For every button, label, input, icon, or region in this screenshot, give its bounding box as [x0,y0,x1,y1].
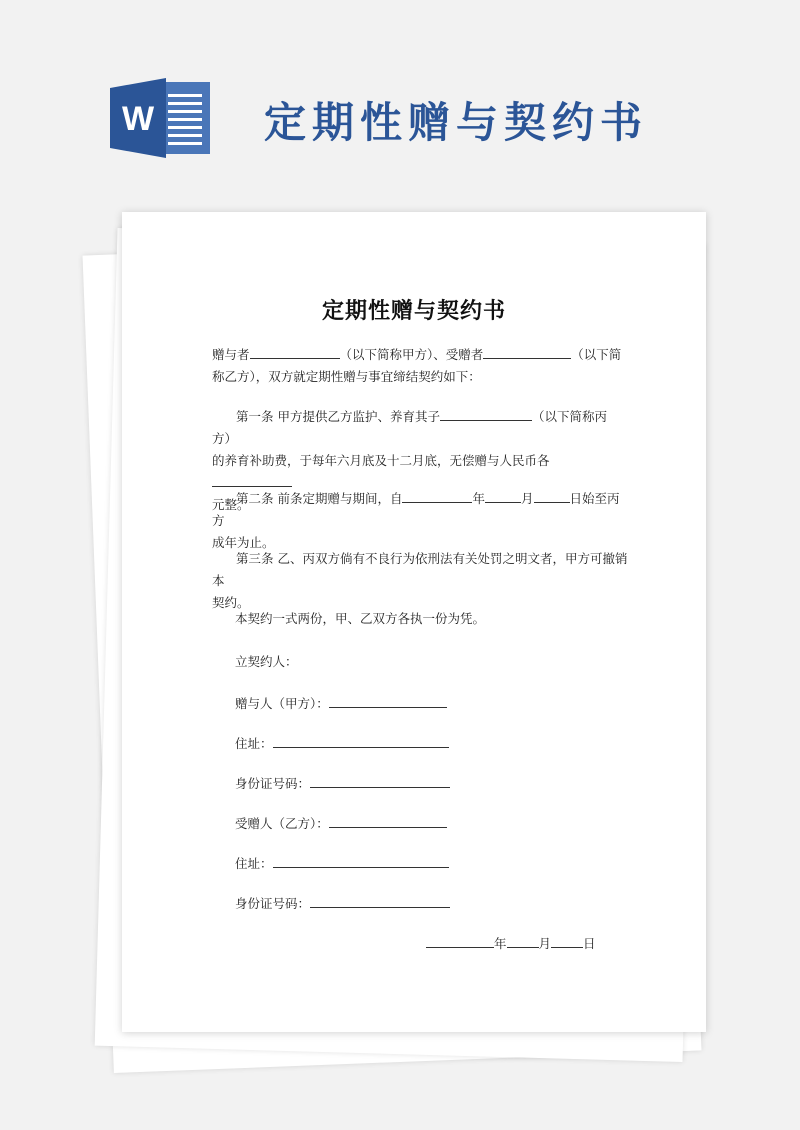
donor-address-line [273,734,449,748]
amount-blank [212,473,292,487]
date-month-blank [507,934,539,948]
copies-clause: 本契约一式两份，甲、乙双方各执一份为凭。 [235,611,486,626]
donor-signature-label: 赠与人（甲方）： [235,696,329,711]
article-1-text-3: 的养育补助费，于每年六月底及十二月底，无偿赠与人民币各 [212,453,550,468]
date-year-label: 年 [494,936,507,951]
donee-address-row [235,854,449,872]
date-row [426,934,596,952]
document-page [122,212,706,1032]
article-2 [212,488,622,554]
signatories-heading: 立契约人： [235,654,298,669]
intro-text-2: （以下简称甲方）、受赠者 [339,347,484,362]
article-1-text-2: （以下简称丙方） [212,409,607,446]
intro-paragraph [212,344,622,388]
start-year-blank [402,489,472,503]
start-day-blank [534,489,570,503]
intro-text-3: （以下简 [571,347,622,362]
date-year-blank [426,934,494,948]
donor-address-row [235,734,449,752]
donee-address-line [273,854,449,868]
donor-address-label: 住址： [235,736,273,751]
date-day-blank [551,934,583,948]
article-3-text-1: 第三条 乙、丙双方倘有不良行为依刑法有关处罚之明文者，甲方可撤销本 [212,551,628,588]
intro-text-1: 赠与者 [212,347,250,362]
article-2-text-3: 成年为止。 [212,535,275,550]
article-2-month: 月 [521,491,534,506]
article-1-text-4: 元整。 [212,497,250,512]
article-2-text-1: 第二条 前条定期赠与期间，自 [236,491,403,506]
word-document-icon [110,78,214,158]
article-3 [212,548,632,614]
start-month-blank [485,489,521,503]
donee-address-label: 住址： [235,856,273,871]
article-1-text-1: 第一条 甲方提供乙方监护、养育其子 [236,409,440,424]
article-2-year: 年 [472,491,485,506]
header-banner [0,0,800,200]
article-2-text-2: 日始至丙方 [212,491,620,528]
word-letter: W [121,100,155,138]
donor-signature-row [235,694,447,712]
donee-name-blank [483,345,571,359]
donor-id-row [235,774,450,792]
header-title: 定期性赠与契约书 [264,98,649,147]
donor-id-line [310,774,450,788]
donor-name-blank [250,345,340,359]
document-title: 定期性赠与契约书 [321,299,506,324]
donee-signature-row [235,814,447,832]
date-day-label: 日 [583,936,596,951]
intro-text-4: 称乙方），双方就定期性赠与事宜缔结契约如下： [212,369,481,384]
donor-signature-line [329,694,447,708]
child-name-blank [440,407,532,421]
date-month-label: 月 [538,936,552,951]
donee-signature-label: 受赠人（乙方）： [235,816,329,831]
donor-id-label: 身份证号码： [235,776,311,791]
donee-id-label: 身份证号码： [235,896,311,911]
donee-signature-line [329,814,447,828]
article-3-text-2: 契约。 [212,595,250,610]
donee-id-row [235,894,450,912]
donee-id-line [310,894,450,908]
